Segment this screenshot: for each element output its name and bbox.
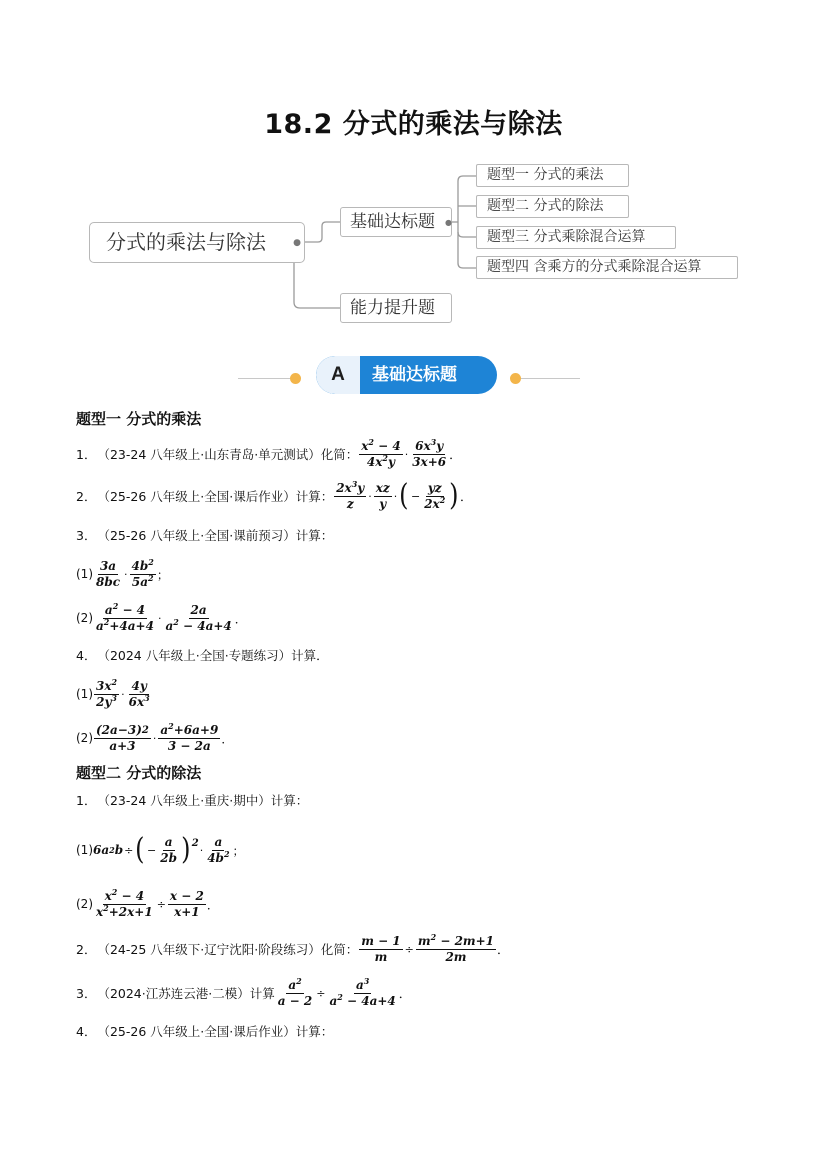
- question-text: （25-26 八年级上·全国·课后作业）计算：: [97, 489, 334, 504]
- type2-q2: [76, 931, 510, 967]
- part-end: ．: [234, 611, 247, 626]
- math-expression: $\frac{a^2}{a - 2}$ ÷ $\frac{a^3}{a^2 - 4a+4}$: [277, 975, 396, 1008]
- question-text: （25-26 八年级上·全国·课前预习）计算：: [97, 528, 334, 543]
- question-number: 1．: [76, 793, 97, 808]
- part-label: (1): [76, 567, 93, 581]
- part-label: (1): [76, 843, 93, 857]
- type1-q3: [76, 526, 333, 544]
- mindmap-connectors: [0, 0, 827, 340]
- question-number: 4．: [76, 648, 97, 663]
- question-end: ．: [460, 489, 473, 504]
- question-text: （23-24 八年级上·重庆·期中）计算：: [97, 793, 309, 808]
- type2-q1: [76, 791, 308, 809]
- mindmap-branch-basic: [340, 207, 452, 237]
- question-number: 4．: [76, 1024, 97, 1039]
- part-end: ；: [232, 843, 245, 858]
- section-badge: A: [316, 356, 360, 394]
- question-text: （2024 八年级上·全国·专题练习）计算．: [97, 648, 329, 663]
- mindmap-leaf-1: 题型一 分式的乘法: [476, 164, 629, 187]
- type2-q4: [76, 1022, 333, 1040]
- question-end: ．: [449, 447, 462, 462]
- math-expression: $\frac{x^2 - 4}{x^2+2x+1}$ ÷ $\frac{x - 2}{x+1}$: [96, 886, 204, 919]
- part-label: (2): [76, 731, 93, 745]
- type1-q3-part1: [76, 556, 169, 592]
- math-expression: $\frac{(2a-3)^2}{a+3}$ · $\frac{a^2+6a+9}{3 - 2a}$: [96, 720, 219, 753]
- question-text: （25-26 八年级上·全国·课后作业）计算：: [97, 1024, 334, 1039]
- question-number: 3．: [76, 986, 97, 1001]
- banner-dot-left: [290, 373, 301, 384]
- question-number: 3．: [76, 528, 97, 543]
- math-expression: $\frac{x^2 - 4}{4x^2y}$ · $\frac{6x^3y}{3x+6}$: [361, 436, 447, 469]
- page-title: 18.2 分式的乘法与除法: [264, 109, 563, 140]
- section-label: 基础达标题: [372, 365, 457, 385]
- question-text: （24-25 八年级下·辽宁沈阳·阶段练习）化简：: [97, 942, 359, 957]
- math-expression: $\frac{m - 1}{m}$ ÷ $\frac{m^2 - 2m+1}{2m}$: [361, 931, 495, 964]
- collapse-dot-icon: ●: [445, 218, 452, 227]
- type2-q1-part1: [76, 828, 245, 872]
- type1-q4: [76, 646, 329, 664]
- mindmap-branch-label: 基础达标题: [350, 212, 435, 232]
- banner-dot-right: [510, 373, 521, 384]
- mindmap-root-label: 分式的乘法与除法: [106, 230, 266, 254]
- math-expression: $\frac{3a}{8bc}$ · $\frac{4b^2}{5a^2}$: [96, 556, 154, 589]
- section-banner: [316, 356, 497, 394]
- type1-q1: [76, 436, 462, 472]
- question-end: ．: [497, 942, 510, 957]
- type1-q2: [76, 477, 473, 515]
- part-label: (2): [76, 897, 93, 911]
- question-end: ．: [398, 986, 412, 1001]
- type1-q4-part1: [76, 676, 153, 712]
- question-number: 2．: [76, 942, 97, 957]
- type1-q4-part2: [76, 717, 233, 759]
- mindmap-leaf-4: 题型四 含乘方的分式乘除混合运算: [476, 256, 738, 279]
- math-expression: $\frac{3x^2}{2y^3}$ · $\frac{4y}{6x^3}$: [96, 676, 150, 709]
- math-expression: $\frac{a^2 - 4}{a^2+4a+4}$ · $\frac{2a}{a^2 - 4a+4}$: [96, 600, 232, 633]
- mindmap-branch-advanced: 能力提升题: [340, 293, 452, 323]
- collapse-dot-icon: ●: [293, 238, 301, 248]
- part-end: ．: [221, 731, 234, 746]
- part-end: ．: [206, 897, 219, 912]
- question-text: （2024·江苏连云港·二模）计算: [97, 986, 275, 1001]
- math-expression: 6a 2 b ÷ ( − $\frac{a}{2b}$ ) 2 · $\frac{a}{4b^2}$: [93, 832, 230, 867]
- type2-heading: 题型二 分式的除法: [76, 764, 202, 782]
- banner-line-right: [520, 378, 580, 379]
- type1-heading: 题型一 分式的乘法: [76, 410, 202, 428]
- part-label: (2): [76, 611, 93, 625]
- question-text: （23-24 八年级上·山东青岛·单元测试）化简：: [97, 447, 359, 462]
- type1-q3-part2: [76, 600, 247, 636]
- part-label: (1): [76, 687, 93, 701]
- question-number: 1．: [76, 447, 97, 462]
- mindmap-root: [89, 222, 305, 263]
- banner-line-left: [238, 378, 298, 379]
- math-expression: $\frac{2x^3y}{z}$ · $\frac{xz}{y}$ · ( − $\frac{yz}{2x^2}$ ): [336, 478, 459, 513]
- question-number: 2．: [76, 489, 97, 504]
- type2-q3: [76, 974, 411, 1012]
- type2-q1-part2: [76, 886, 219, 922]
- part-end: ；: [156, 567, 169, 582]
- mindmap-leaf-2: 题型二 分式的除法: [476, 195, 629, 218]
- mindmap-leaf-3: 题型三 分式乘除混合运算: [476, 226, 676, 249]
